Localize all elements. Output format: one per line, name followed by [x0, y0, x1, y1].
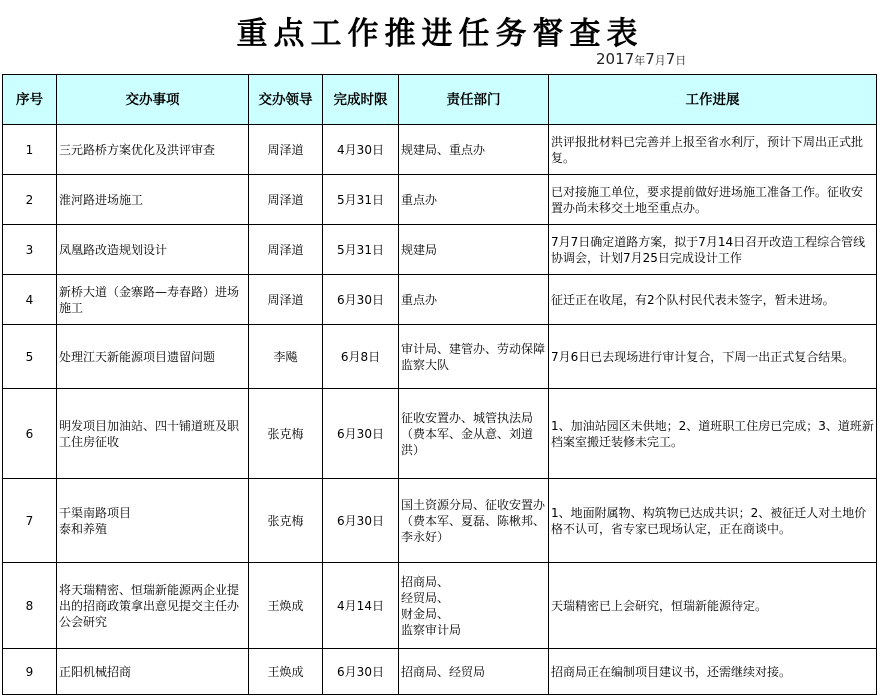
- cell-dept: 重点办: [399, 275, 549, 325]
- table-row: [3, 225, 877, 275]
- cell-deadline: 5月31日: [323, 225, 399, 275]
- cell-progress: 1、地面附属物、构筑物已达成共识；2、被征迁人对土地价格不认可，省专家已现场认定，正在商谈中。: [549, 479, 877, 563]
- header-leader: 交办领导: [249, 75, 323, 125]
- table-row: [3, 389, 877, 479]
- cell-progress: 洪评报批材料已完善并上报至省水利厅，预计下周出正式批复。: [549, 125, 877, 175]
- cell-dept: 征收安置办、城管执法局（费本军、金从意、刘道洪）: [399, 389, 549, 479]
- cell-deadline: 6月30日: [323, 649, 399, 695]
- date-year-unit: 年: [634, 54, 646, 67]
- cell-leader: 周泽道: [249, 275, 323, 325]
- header-row: [3, 75, 877, 125]
- cell-no: 4: [3, 275, 57, 325]
- task-table: [2, 74, 877, 695]
- cell-leader: 王焕成: [249, 563, 323, 649]
- date-year: 2017: [596, 50, 635, 68]
- cell-progress: 已对接施工单位，要求提前做好进场施工准备工作。征收安置办尚未移交土地至重点办。: [549, 175, 877, 225]
- date-day: 7: [665, 50, 676, 68]
- table-row: [3, 479, 877, 563]
- cell-no: 7: [3, 479, 57, 563]
- cell-dept: 规建局、重点办: [399, 125, 549, 175]
- cell-dept: 重点办: [399, 175, 549, 225]
- cell-item: 凤凰路改造规划设计: [57, 225, 249, 275]
- date-month-unit: 月: [654, 54, 666, 67]
- report-date: [596, 50, 686, 68]
- cell-item: 将天瑞精密、恒瑞新能源两企业提出的招商政策拿出意见提交主任办公会研究: [57, 563, 249, 649]
- cell-no: 9: [3, 649, 57, 695]
- cell-dept: 规建局: [399, 225, 549, 275]
- cell-leader: 张克梅: [249, 479, 323, 563]
- cell-dept: 国土资源分局、征收安置办（费本军、夏磊、陈楸邦、李永好）: [399, 479, 549, 563]
- date-day-unit: 日: [675, 54, 687, 67]
- header-dept: 责任部门: [399, 75, 549, 125]
- cell-item: 处理江天新能源项目遗留问题: [57, 325, 249, 389]
- cell-progress: 1、加油站园区未供地；2、道班职工住房已完成；3、道班新档案室搬迁装修未完工。: [549, 389, 877, 479]
- header-item: 交办事项: [57, 75, 249, 125]
- cell-leader: 周泽道: [249, 125, 323, 175]
- cell-dept: 招商局、 经贸局、 财金局、 监察审计局: [399, 563, 549, 649]
- cell-deadline: 6月30日: [323, 275, 399, 325]
- cell-deadline: 4月30日: [323, 125, 399, 175]
- cell-leader: 周泽道: [249, 175, 323, 225]
- cell-item: 明发项目加油站、四十铺道班及职工住房征收: [57, 389, 249, 479]
- cell-no: 3: [3, 225, 57, 275]
- cell-item: 正阳机械招商: [57, 649, 249, 695]
- cell-dept: 招商局、经贸局: [399, 649, 549, 695]
- cell-no: 2: [3, 175, 57, 225]
- cell-progress: 征迁正在收尾，有2个队村民代表未签字，暂未进场。: [549, 275, 877, 325]
- table-row: [3, 275, 877, 325]
- table-row: [3, 649, 877, 695]
- table-row: [3, 175, 877, 225]
- cell-deadline: 6月30日: [323, 389, 399, 479]
- cell-leader: 周泽道: [249, 225, 323, 275]
- cell-item: 淮河路进场施工: [57, 175, 249, 225]
- header-no: 序号: [3, 75, 57, 125]
- table-row: [3, 125, 877, 175]
- cell-progress: 天瑞精密已上会研究，恒瑞新能源待定。: [549, 563, 877, 649]
- header-deadline: 完成时限: [323, 75, 399, 125]
- cell-deadline: 6月8日: [323, 325, 399, 389]
- cell-no: 5: [3, 325, 57, 389]
- cell-dept: 审计局、建管办、劳动保障监察大队: [399, 325, 549, 389]
- cell-item: 干渠南路项目 泰和养殖: [57, 479, 249, 563]
- cell-progress: 招商局正在编制项目建议书，还需继续对接。: [549, 649, 877, 695]
- cell-deadline: 4月14日: [323, 563, 399, 649]
- cell-progress: 7月7日确定道路方案，拟于7月14日召开改造工程综合管线协调会，计划7月25日完成设计工作: [549, 225, 877, 275]
- cell-progress: 7月6日已去现场进行审计复合，下周一出正式复合结果。: [549, 325, 877, 389]
- table-row: [3, 563, 877, 649]
- table-row: [3, 325, 877, 389]
- cell-leader: 张克梅: [249, 389, 323, 479]
- cell-item: 三元路桥方案优化及洪评审查: [57, 125, 249, 175]
- cell-no: 8: [3, 563, 57, 649]
- date-month: 7: [645, 50, 655, 68]
- cell-no: 6: [3, 389, 57, 479]
- cell-item: 新桥大道（金寨路—寿春路）进场施工: [57, 275, 249, 325]
- cell-no: 1: [3, 125, 57, 175]
- header-progress: 工作进展: [549, 75, 877, 125]
- cell-leader: 王焕成: [249, 649, 323, 695]
- cell-deadline: 6月30日: [323, 479, 399, 563]
- cell-leader: 李飚: [249, 325, 323, 389]
- cell-deadline: 5月31日: [323, 175, 399, 225]
- page-title: 重点工作推进任务督查表: [236, 16, 644, 52]
